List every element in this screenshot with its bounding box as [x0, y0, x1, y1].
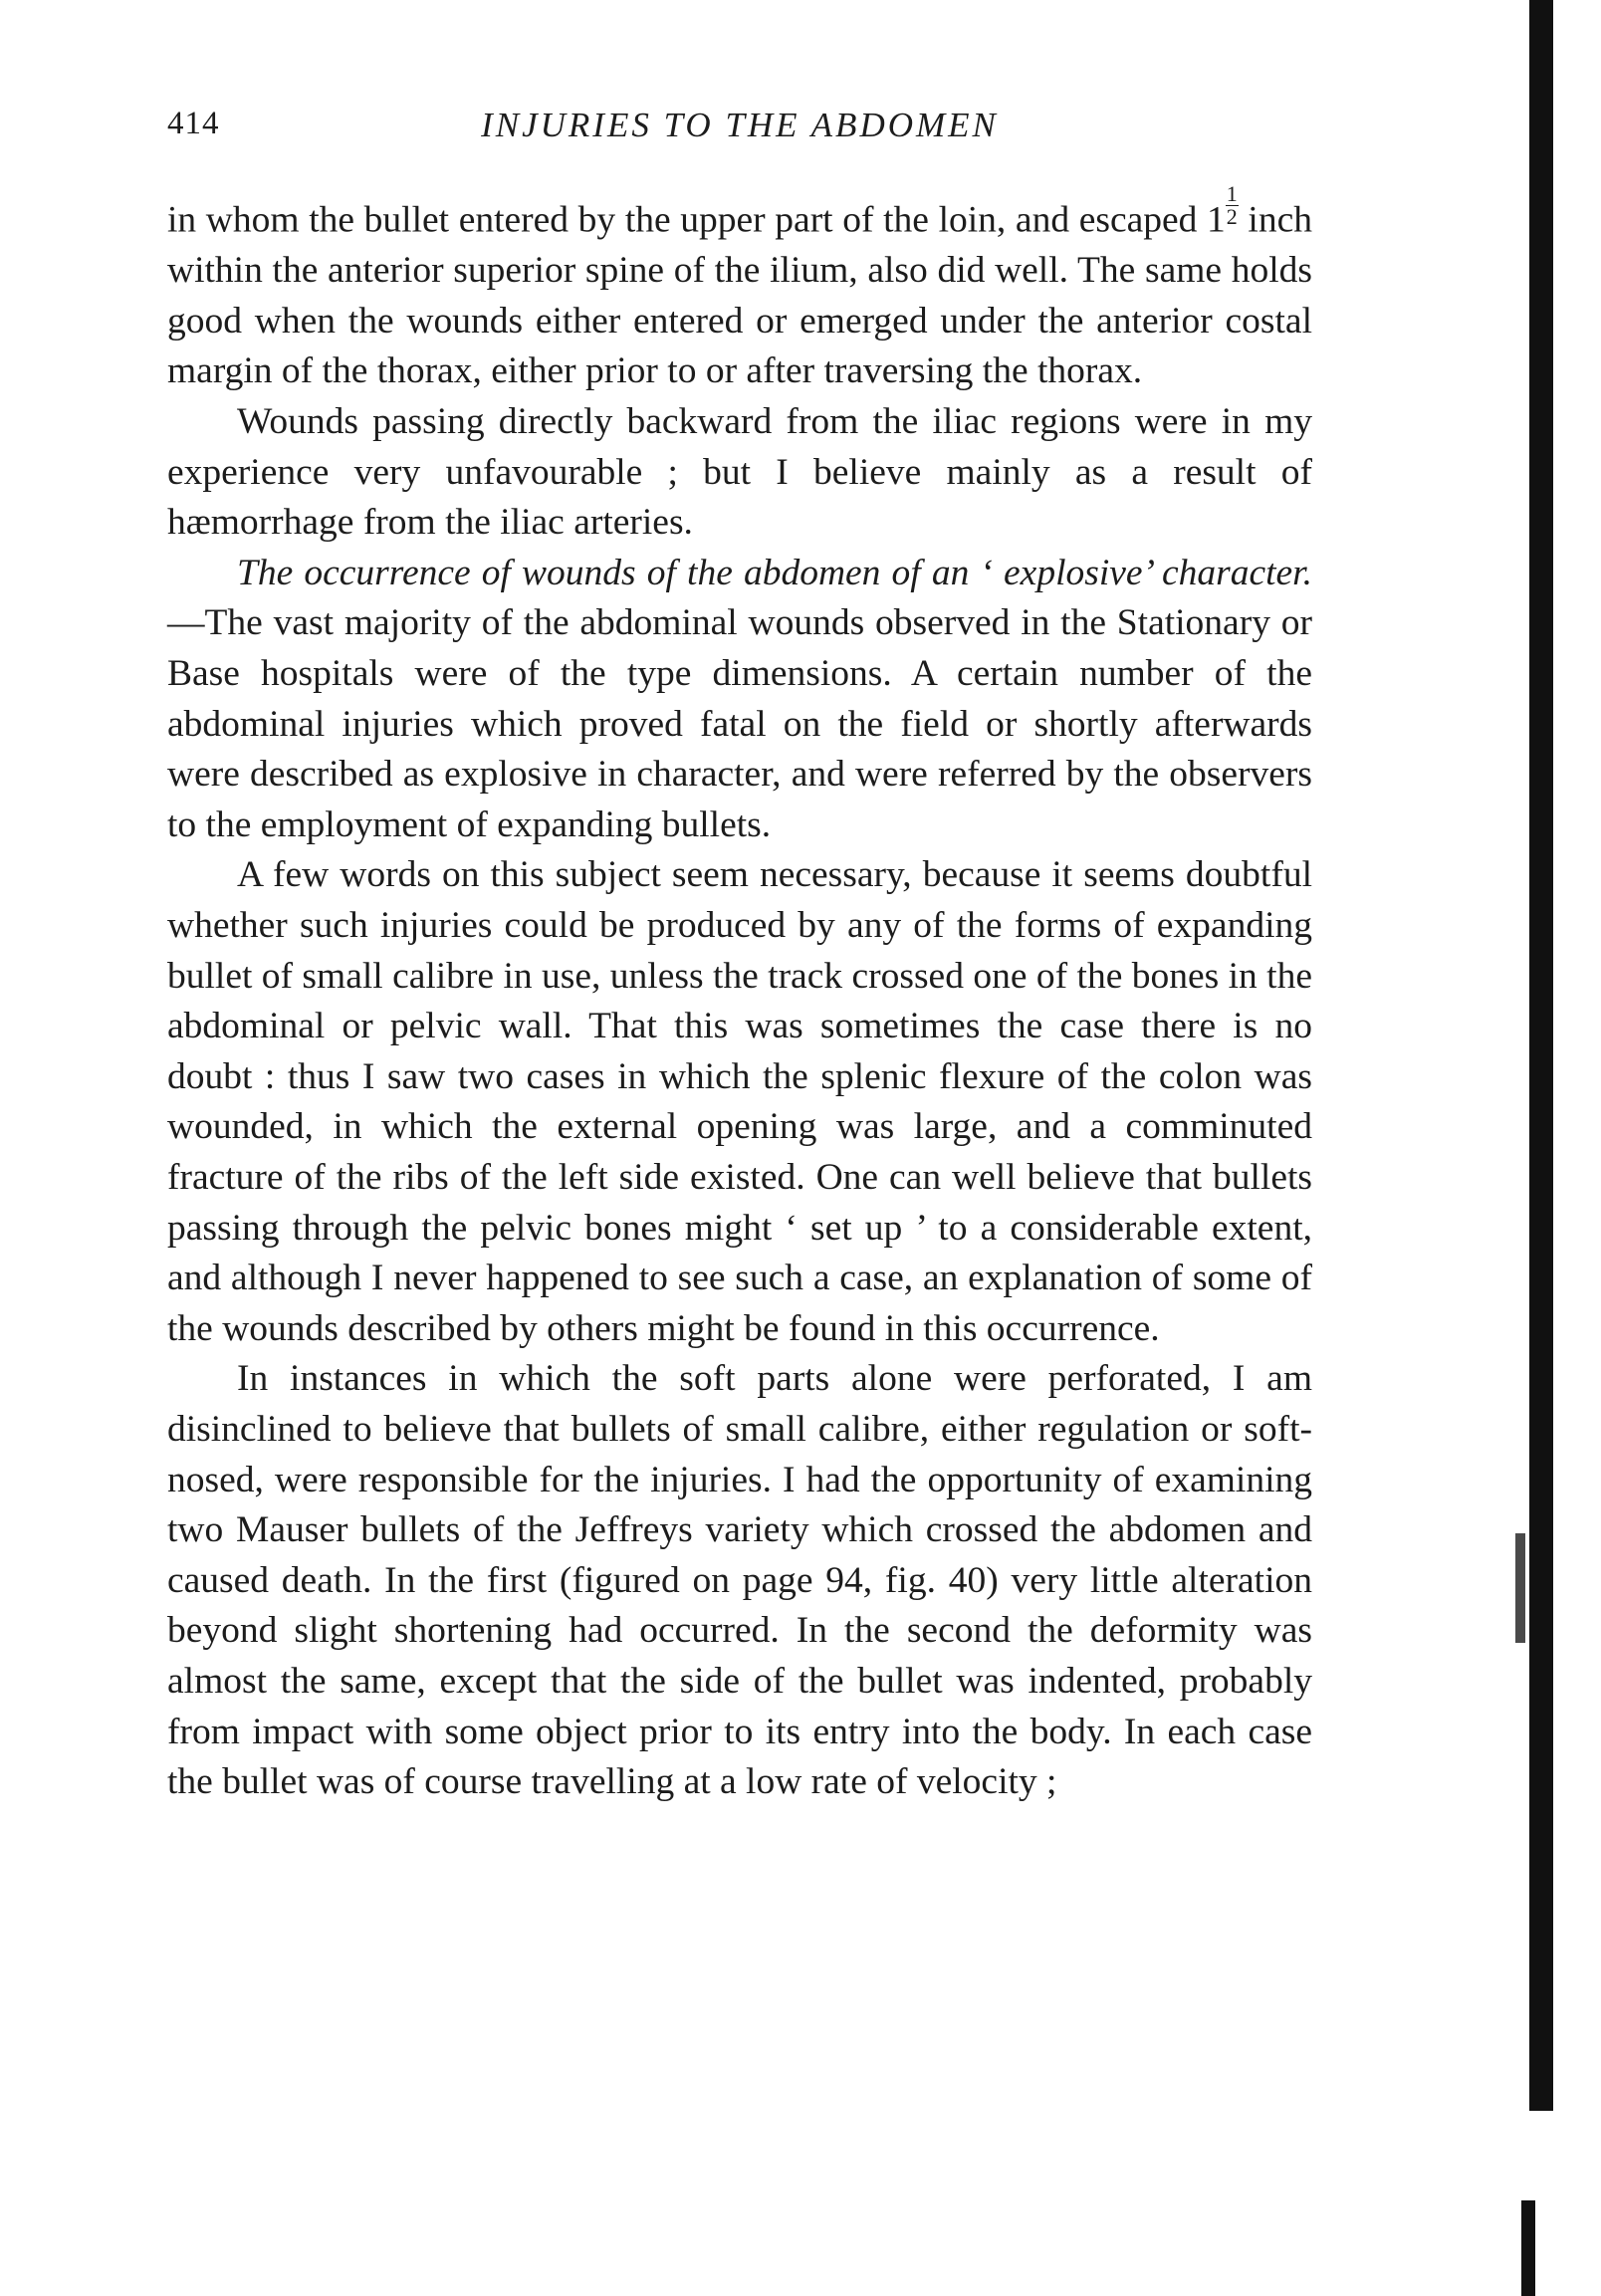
- paragraph-1-text-a: in whom the bullet entered by the upper part of the loin, and escaped 1: [167, 199, 1226, 241]
- paragraph-2: Wounds passing directly backward from the iliac regions were in my experience very unfavourable ; but I believe mainly as a result of hæmorrhage from the iliac arteries.: [167, 401, 1312, 544]
- paragraph-1: [167, 183, 1312, 397]
- fraction-one-half: [1226, 183, 1239, 228]
- running-head: INJURIES TO THE ABDOMEN: [481, 106, 999, 144]
- fraction-numerator: 1: [1226, 181, 1238, 206]
- binding-shadow: [1529, 0, 1553, 2111]
- page-number: 414: [167, 106, 220, 141]
- binding-shadow-bottom: [1521, 2200, 1535, 2296]
- fraction-denominator: 2: [1226, 204, 1238, 229]
- paragraph-3-text: —The vast majority of the abdominal wounds observed in the Stationary or Base hospitals were of the type dimensions. A certain number of the abdominal injuries which proved fatal on the field or shortly afterwards were described as explosive in character, and were referred by the observers to the employment of expanding bullets.: [167, 602, 1312, 845]
- paragraph-4: A few words on this subject seem necessary, because it seems doubtful whether such injuries could be produced by any of the forms of expanding bullet of small calibre in use, unless the track crossed one of the bones in the abdominal or pelvic wall. That this was sometimes the case there is no doubt : thus I saw two cases in which the splenic flexure of the colon was wounded, in which the external opening was large, and a comminuted fracture of the ribs of the left side existed. One can well believe that bullets passing through the pelvic bones might ‘ set up ’ to a considerable extent, and although I never happened to see such a case, an explanation of some of the wounds described by others might be found in this occurrence.: [167, 854, 1312, 1349]
- page-header: [167, 100, 1312, 159]
- paragraph-1-text-b: inch within the anterior superior spine of the ilium, also did well. The same holds good when the wounds either entered or emerged under the anterior costal margin of the thorax, either prior to or after traversing the thorax.: [167, 199, 1312, 392]
- section-heading: The occurrence of wounds of the abdomen of an ‘ explosive’ character.: [237, 552, 1312, 593]
- body-text: [167, 183, 1312, 1808]
- binding-mark: [1515, 1533, 1525, 1643]
- paragraph-5: In instances in which the soft parts alone were perforated, I am disinclined to believe that bullets of small calibre, either regulation or soft-nosed, were responsible for the injuries. I had the opportunity of examining two Mauser bullets of the Jeffreys variety which crossed the abdomen and caused death. In the first (figured on page 94, fig. 40) very little alteration beyond slight shortening had occurred. In the second the deformity was almost the same, except that the side of the bullet was indented, probably from impact with some object prior to its entry into the body. In each case the bullet was of course travelling at a low rate of velocity ;: [167, 1358, 1312, 1803]
- paragraph-3: [167, 549, 1312, 851]
